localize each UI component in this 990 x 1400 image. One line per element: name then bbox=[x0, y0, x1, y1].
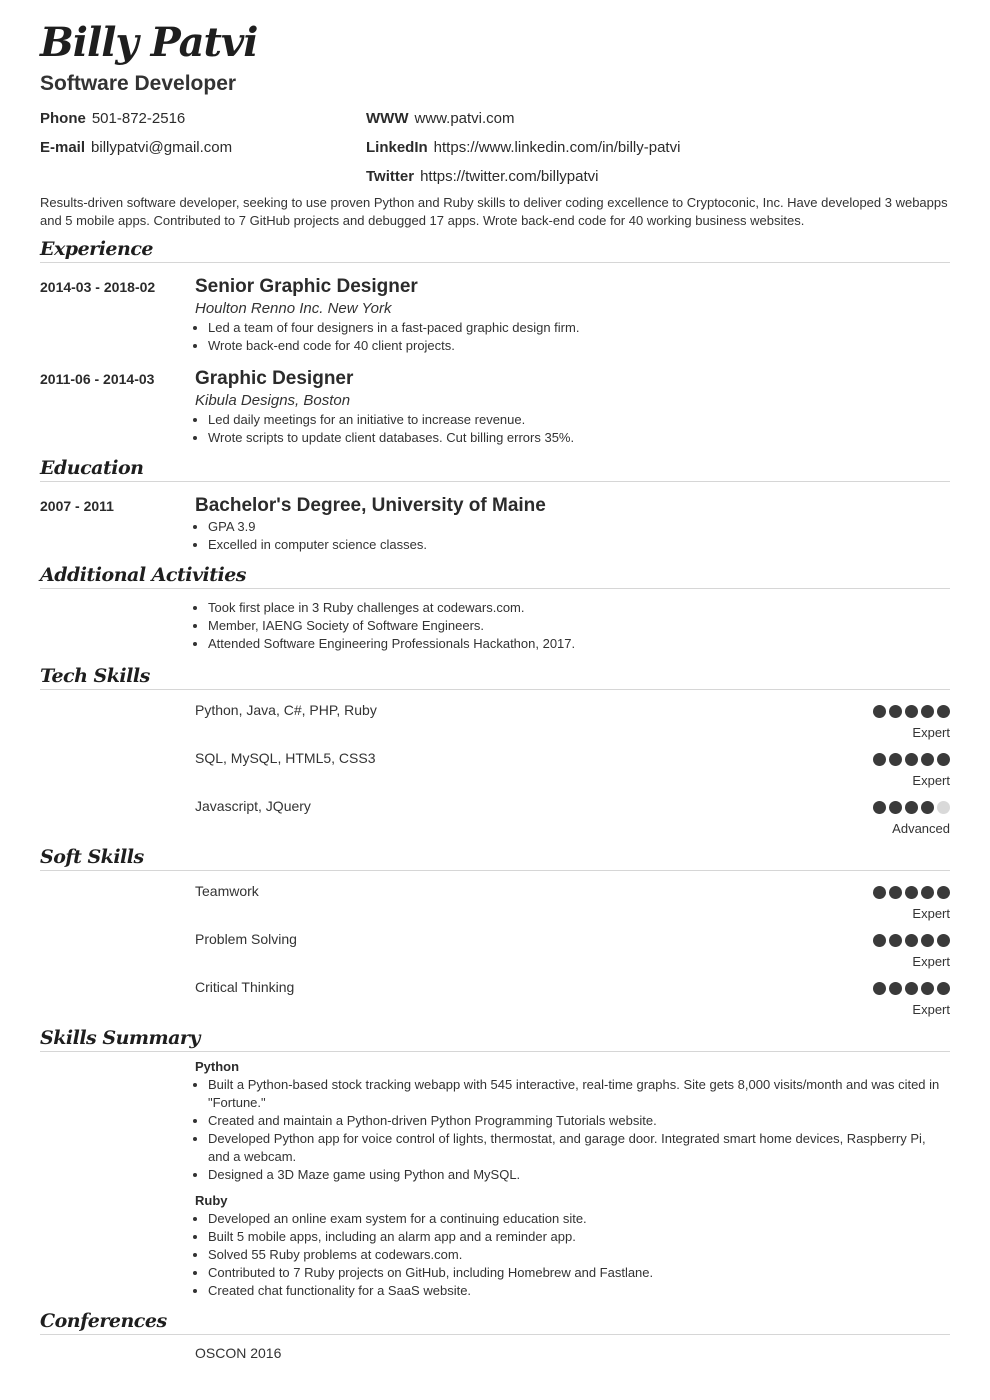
contact-info bbox=[40, 104, 950, 190]
skill-name: SQL, MySQL, HTML5, CSS3 bbox=[195, 750, 376, 766]
skill-name: Python, Java, C#, PHP, Ruby bbox=[195, 702, 377, 718]
skill-level: Expert bbox=[912, 906, 950, 921]
skill-level: Expert bbox=[912, 773, 950, 788]
skill-row bbox=[40, 748, 950, 796]
experience-bullets bbox=[195, 411, 950, 447]
rating-dot-filled bbox=[873, 801, 886, 814]
experience-entry bbox=[40, 275, 950, 355]
www-contact bbox=[366, 110, 515, 127]
ruby-bullets bbox=[195, 1210, 950, 1300]
list-item: • Developed Python app for voice control of lights, thermostat, and garage door. Integrated smart home devices, Raspberry Pi, and a webcam. bbox=[208, 1130, 950, 1166]
list-item: • Attended Software Engineering Professionals Hackathon, 2017. bbox=[208, 635, 950, 653]
experience-date: 2014-03 - 2018-02 bbox=[40, 279, 156, 295]
skill-row bbox=[40, 796, 950, 844]
list-item: • Designed a 3D Maze game using Python and MySQL. bbox=[208, 1166, 950, 1184]
rating-dot-filled bbox=[937, 705, 950, 718]
activities-bullets bbox=[195, 599, 950, 653]
list-item: • GPA 3.9 bbox=[208, 518, 950, 536]
email-value[interactable]: billypatvi@gmail.com bbox=[91, 139, 233, 156]
linkedin-contact bbox=[366, 139, 680, 156]
skill-level: Expert bbox=[912, 725, 950, 740]
email-label: E-mail bbox=[40, 139, 86, 156]
candidate-name: Billy Patvi bbox=[40, 19, 258, 66]
rating-dot-filled bbox=[889, 753, 902, 766]
phone-label: Phone bbox=[40, 110, 86, 127]
education-entry bbox=[40, 494, 950, 554]
list-item: • Built 5 mobile apps, including an alarm app and a reminder app. bbox=[208, 1228, 950, 1246]
www-link[interactable]: www.patvi.com bbox=[414, 110, 515, 127]
profile-summary: Results-driven software developer, seeking to use proven Python and Ruby skills to deliver coding excellence to Cryptoconic, Inc. Have developed 3 webapps and 5 mobile apps. Contributed to 7 GitHub projects and debugged 17 apps. Wrote back-end code for 40 working business websites. bbox=[40, 195, 948, 228]
skill-rating-dots bbox=[873, 934, 950, 947]
list-item: • Developed an online exam system for a continuing education site. bbox=[208, 1210, 950, 1228]
resume bbox=[40, 18, 950, 1361]
rating-dot-filled bbox=[905, 801, 918, 814]
rating-dot-filled bbox=[889, 705, 902, 718]
rating-dot-filled bbox=[921, 753, 934, 766]
twitter-label: Twitter bbox=[366, 168, 415, 185]
candidate-role: Software Developer bbox=[40, 72, 237, 95]
skill-row bbox=[40, 929, 950, 977]
skill-row bbox=[40, 977, 950, 1025]
experience-heading: Experience bbox=[40, 238, 950, 263]
rating-dot-filled bbox=[937, 886, 950, 899]
tech-skills-list bbox=[40, 700, 950, 844]
skill-name: Critical Thinking bbox=[195, 979, 295, 995]
python-subtitle: Python bbox=[195, 1059, 240, 1074]
rating-dot-filled bbox=[905, 886, 918, 899]
skills-summary-heading: Skills Summary bbox=[40, 1027, 950, 1052]
rating-dot-filled bbox=[873, 886, 886, 899]
linkedin-link[interactable]: https://www.linkedin.com/in/billy-patvi bbox=[433, 139, 681, 156]
rating-dot-filled bbox=[921, 705, 934, 718]
experience-bullets bbox=[195, 319, 950, 355]
experience-date: 2011-06 - 2014-03 bbox=[40, 371, 155, 387]
skill-row bbox=[40, 881, 950, 929]
rating-dot-filled bbox=[921, 801, 934, 814]
list-item: • Created chat functionality for a SaaS website. bbox=[208, 1282, 950, 1300]
email-contact bbox=[40, 139, 232, 156]
rating-dot-filled bbox=[937, 934, 950, 947]
tech-skills-heading: Tech Skills bbox=[40, 665, 950, 690]
activities-entry bbox=[40, 599, 950, 653]
list-item: • Wrote scripts to update client databases. Cut billing errors 35%. bbox=[208, 429, 950, 447]
rating-dot-filled bbox=[921, 982, 934, 995]
list-item: • Wrote back-end code for 40 client projects. bbox=[208, 337, 950, 355]
list-item: • Solved 55 Ruby problems at codewars.com. bbox=[208, 1246, 950, 1264]
rating-dot-filled bbox=[905, 934, 918, 947]
skill-rating-dots bbox=[873, 886, 950, 899]
rating-dot-filled bbox=[905, 705, 918, 718]
skill-rating-dots bbox=[873, 801, 950, 814]
twitter-contact bbox=[366, 168, 598, 185]
rating-dot-filled bbox=[873, 753, 886, 766]
job-title: Graphic Designer bbox=[195, 368, 354, 389]
rating-dot-filled bbox=[905, 753, 918, 766]
company-name: Houlton Renno Inc. New York bbox=[195, 300, 392, 317]
python-bullets bbox=[195, 1076, 950, 1184]
education-heading: Education bbox=[40, 457, 950, 482]
skill-level: Advanced bbox=[892, 821, 950, 836]
education-bullets bbox=[195, 518, 950, 554]
education-date: 2007 - 2011 bbox=[40, 498, 114, 514]
rating-dot-filled bbox=[937, 753, 950, 766]
rating-dot-filled bbox=[921, 934, 934, 947]
ruby-subtitle: Ruby bbox=[195, 1193, 228, 1208]
phone-value: 501-872-2516 bbox=[91, 110, 186, 127]
skill-level: Expert bbox=[912, 1002, 950, 1017]
list-item: • Led a team of four designers in a fast-paced graphic design firm. bbox=[208, 319, 950, 337]
rating-dot-filled bbox=[905, 982, 918, 995]
skill-level: Expert bbox=[912, 954, 950, 969]
rating-dot-empty bbox=[937, 801, 950, 814]
soft-skills-list bbox=[40, 881, 950, 1025]
list-item: • Built a Python-based stock tracking webapp with 545 interactive, real-time graphs. Site gets 8,000 visits/month and was cited in "Fortune." bbox=[208, 1076, 950, 1112]
company-name: Kibula Designs, Boston bbox=[195, 392, 351, 409]
linkedin-label: LinkedIn bbox=[366, 139, 428, 156]
www-label: WWW bbox=[366, 110, 409, 127]
rating-dot-filled bbox=[889, 886, 902, 899]
rating-dot-filled bbox=[889, 801, 902, 814]
skill-name: Teamwork bbox=[195, 883, 259, 899]
conferences-heading: Conferences bbox=[40, 1310, 950, 1335]
rating-dot-filled bbox=[873, 982, 886, 995]
conference-item: OSCON 2016 bbox=[195, 1345, 282, 1361]
skill-rating-dots bbox=[873, 982, 950, 995]
rating-dot-filled bbox=[921, 886, 934, 899]
skill-name: Problem Solving bbox=[195, 931, 297, 947]
skill-rating-dots bbox=[873, 753, 950, 766]
skill-rating-dots bbox=[873, 705, 950, 718]
list-item: • Member, IAENG Society of Software Engineers. bbox=[208, 617, 950, 635]
skill-row bbox=[40, 700, 950, 748]
activities-heading: Additional Activities bbox=[40, 564, 950, 589]
rating-dot-filled bbox=[937, 982, 950, 995]
experience-entry bbox=[40, 367, 950, 447]
rating-dot-filled bbox=[889, 982, 902, 995]
skills-summary-entry bbox=[40, 1058, 950, 1300]
phone-contact bbox=[40, 110, 185, 127]
list-item: • Contributed to 7 Ruby projects on GitHub, including Homebrew and Fastlane. bbox=[208, 1264, 950, 1282]
list-item: • Excelled in computer science classes. bbox=[208, 536, 950, 554]
list-item: • Led daily meetings for an initiative to increase revenue. bbox=[208, 411, 950, 429]
list-item: • Took first place in 3 Ruby challenges at codewars.com. bbox=[208, 599, 950, 617]
skill-name: Javascript, JQuery bbox=[195, 798, 311, 814]
rating-dot-filled bbox=[873, 934, 886, 947]
job-title: Senior Graphic Designer bbox=[195, 276, 418, 297]
degree-title: Bachelor's Degree, University of Maine bbox=[195, 495, 546, 516]
rating-dot-filled bbox=[889, 934, 902, 947]
soft-skills-heading: Soft Skills bbox=[40, 846, 950, 871]
twitter-link[interactable]: https://twitter.com/billypatvi bbox=[420, 168, 599, 185]
rating-dot-filled bbox=[873, 705, 886, 718]
list-item: • Created and maintain a Python-driven Python Programming Tutorials website. bbox=[208, 1112, 950, 1130]
